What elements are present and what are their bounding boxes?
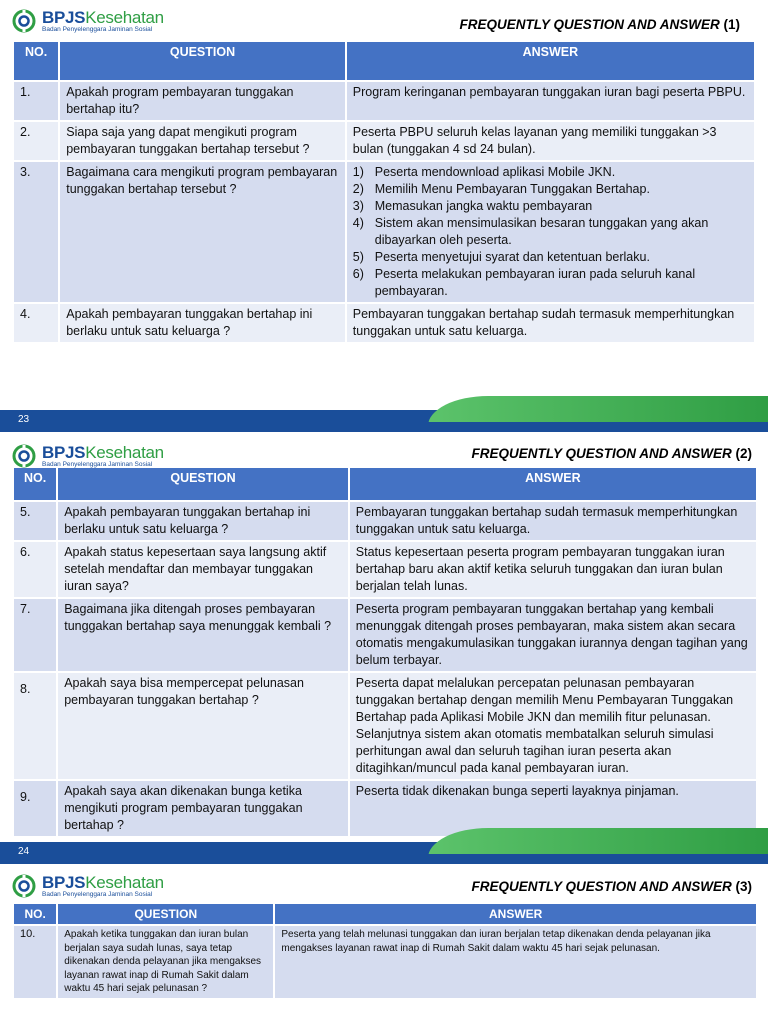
row-question: Apakah pembayaran tunggakan bertahap ini berlaku untuk satu keluarga ?	[60, 304, 345, 342]
bpjs-logo	[12, 874, 164, 899]
page-number: 23	[18, 414, 30, 425]
table-row	[14, 162, 754, 302]
brand-name-b: Kesehatan	[85, 873, 164, 892]
table-header-row	[14, 42, 754, 80]
bpjs-logo	[12, 9, 164, 34]
row-answer: Peserta yang telah melunasi tunggakan dan iuran berjalan tetap dikenakan denda pelayanan jika mengakses layanan rawat inap di Rumah Sakit dalam waktu 45 hari sejak pelunasan.	[275, 926, 756, 998]
table-row	[14, 599, 756, 671]
step-item: Sistem akan mensimulasikan besaran tunggakan yang akan dibayarkan oleh peserta.	[374, 216, 709, 247]
row-answer: Pembayaran tunggakan bertahap sudah termasuk memperhitungkan tunggakan untuk satu keluarga.	[347, 304, 754, 342]
row-answer: Status kepesertaan peserta program pembayaran tunggakan iuran bertahap baru akan aktif ketika seluruh tunggakan dan iuran bulan berjalan telah lunas.	[350, 542, 756, 597]
row-question: Apakah pembayaran tunggakan bertahap ini berlaku untuk satu keluarga ?	[58, 502, 348, 540]
slide-title: FREQUENTLY QUESTION AND ANSWER (3)	[471, 879, 752, 894]
step-item: Peserta mendownload aplikasi Mobile JKN.	[374, 165, 616, 179]
table-row	[14, 82, 754, 120]
row-question: Bagaimana cara mengikuti program pembayaran tunggakan bertahap tersebut ?	[60, 162, 345, 302]
brand-name-a: BPJS	[42, 8, 86, 27]
bpjs-emblem-icon	[12, 444, 36, 468]
slide-2	[0, 432, 768, 842]
brand-subtitle: Badan Penyelenggara Jaminan Sosial	[42, 891, 153, 898]
table-row	[14, 502, 756, 540]
brand-subtitle: Badan Penyelenggara Jaminan Sosial	[42, 461, 153, 468]
step-item: Peserta menyetujui syarat dan ketentuan berlaku.	[374, 250, 650, 264]
row-no: 10.	[14, 926, 56, 998]
header-no: NO.	[14, 468, 56, 500]
table-row	[14, 926, 756, 998]
brand-name-a: BPJS	[42, 443, 86, 462]
row-no: 6.	[14, 542, 56, 597]
brand-name-b: Kesehatan	[85, 8, 164, 27]
header-question: QUESTION	[58, 468, 348, 500]
brand-name-a: BPJS	[42, 873, 86, 892]
header-answer: ANSWER	[347, 42, 754, 80]
row-question: Apakah program pembayaran tunggakan bertahap itu?	[60, 82, 345, 120]
slide-footer-band	[0, 842, 768, 864]
table-header-row	[14, 904, 756, 924]
header-no: NO.	[14, 904, 56, 924]
header-answer: ANSWER	[275, 904, 756, 924]
step-item: Memasukan jangka waktu pembayaran	[374, 199, 593, 213]
row-question: Bagaimana jika ditengah proses pembayaran tunggakan bertahap saya menunggak kembali ?	[58, 599, 348, 671]
row-question: Siapa saja yang dapat mengikuti program pembayaran tunggakan bertahap tersebut ?	[60, 122, 345, 160]
row-answer	[347, 162, 754, 302]
row-question: Apakah saya akan dikenakan bunga ketika mengikuti program pembayaran tunggakan bertahap ?	[58, 781, 348, 836]
table-row	[14, 542, 756, 597]
page-number: 24	[18, 846, 30, 857]
row-no: 9.	[14, 781, 56, 836]
brand-name-b: Kesehatan	[85, 443, 164, 462]
row-no: 8.	[14, 673, 56, 779]
header-answer: ANSWER	[350, 468, 756, 500]
slide-title: FREQUENTLY QUESTION AND ANSWER (1)	[459, 17, 740, 32]
slide-title: FREQUENTLY QUESTION AND ANSWER (2)	[471, 446, 752, 461]
row-answer: Peserta tidak dikenakan bunga seperti layaknya pinjaman.	[350, 781, 756, 836]
row-answer: Pembayaran tunggakan bertahap sudah termasuk memperhitungkan tunggakan untuk satu keluarga.	[350, 502, 756, 540]
step-item: Memilih Menu Pembayaran Tunggakan Bertahap.	[374, 182, 650, 196]
row-question: Apakah ketika tunggakan dan iuran bulan berjalan saya sudah lunas, saya tetap dikenakan denda pelayanan jika mengakses layanan rawat inap di Rumah Sakit dalam waktu 45 hari sejak pelunasan ?	[58, 926, 273, 998]
table-row	[14, 122, 754, 160]
table-header-row	[14, 468, 756, 500]
slide-1	[0, 0, 768, 400]
header-no: NO.	[14, 42, 58, 80]
row-no: 1.	[14, 82, 58, 120]
row-no: 3.	[14, 162, 58, 302]
slide-footer-band	[0, 410, 768, 432]
table-row	[14, 304, 754, 342]
brand-subtitle: Badan Penyelenggara Jaminan Sosial	[42, 26, 153, 33]
row-no: 7.	[14, 599, 56, 671]
step-item: Peserta melakukan pembayaran iuran pada seluruh kanal pembayaran.	[374, 267, 696, 298]
bpjs-emblem-icon	[12, 9, 36, 33]
bpjs-logo	[12, 444, 164, 469]
row-answer: Peserta dapat melalukan percepatan pelunasan pembayaran tunggakan bertahap dengan memilih Menu Pembayaran Tunggakan Bertahap pada Aplikasi Mobile JKN dan memilih fitur pelunasan. Selanjutnya sistem akan otomatis membatalkan seluruh simulasi perhitungan awal dan seluruh tagihan iuran peserta akan ditagihkan/muncul pada kanal pembayaran iuran.	[350, 673, 756, 779]
header-question: QUESTION	[60, 42, 345, 80]
row-question: Apakah saya bisa mempercepat pelunasan pembayaran tunggakan bertahap ?	[58, 673, 348, 779]
table-row	[14, 673, 756, 779]
header-question: QUESTION	[58, 904, 273, 924]
row-answer: Peserta PBPU seluruh kelas layanan yang memiliki tunggakan >3 bulan (tunggakan 4 sd 24 bulan).	[347, 122, 754, 160]
row-no: 5.	[14, 502, 56, 540]
row-question: Apakah status kepesertaan saya langsung aktif setelah mendaftar dan membayar tunggakan iuran saya?	[58, 542, 348, 597]
row-no: 2.	[14, 122, 58, 160]
faq-table	[12, 902, 758, 1000]
faq-table	[12, 40, 756, 344]
slide-3	[0, 868, 768, 1024]
faq-table	[12, 466, 758, 838]
row-no: 4.	[14, 304, 58, 342]
row-answer: Program keringanan pembayaran tunggakan iuran bagi peserta PBPU.	[347, 82, 754, 120]
row-answer: Peserta program pembayaran tunggakan bertahap yang kembali menunggak ditengah proses pembayaran, maka sistem akan secara otomatis mengakumulasikan tunggakan iurannya dengan tagihan yang belum terbayar.	[350, 599, 756, 671]
answer-steps	[353, 164, 748, 300]
bpjs-emblem-icon	[12, 874, 36, 898]
